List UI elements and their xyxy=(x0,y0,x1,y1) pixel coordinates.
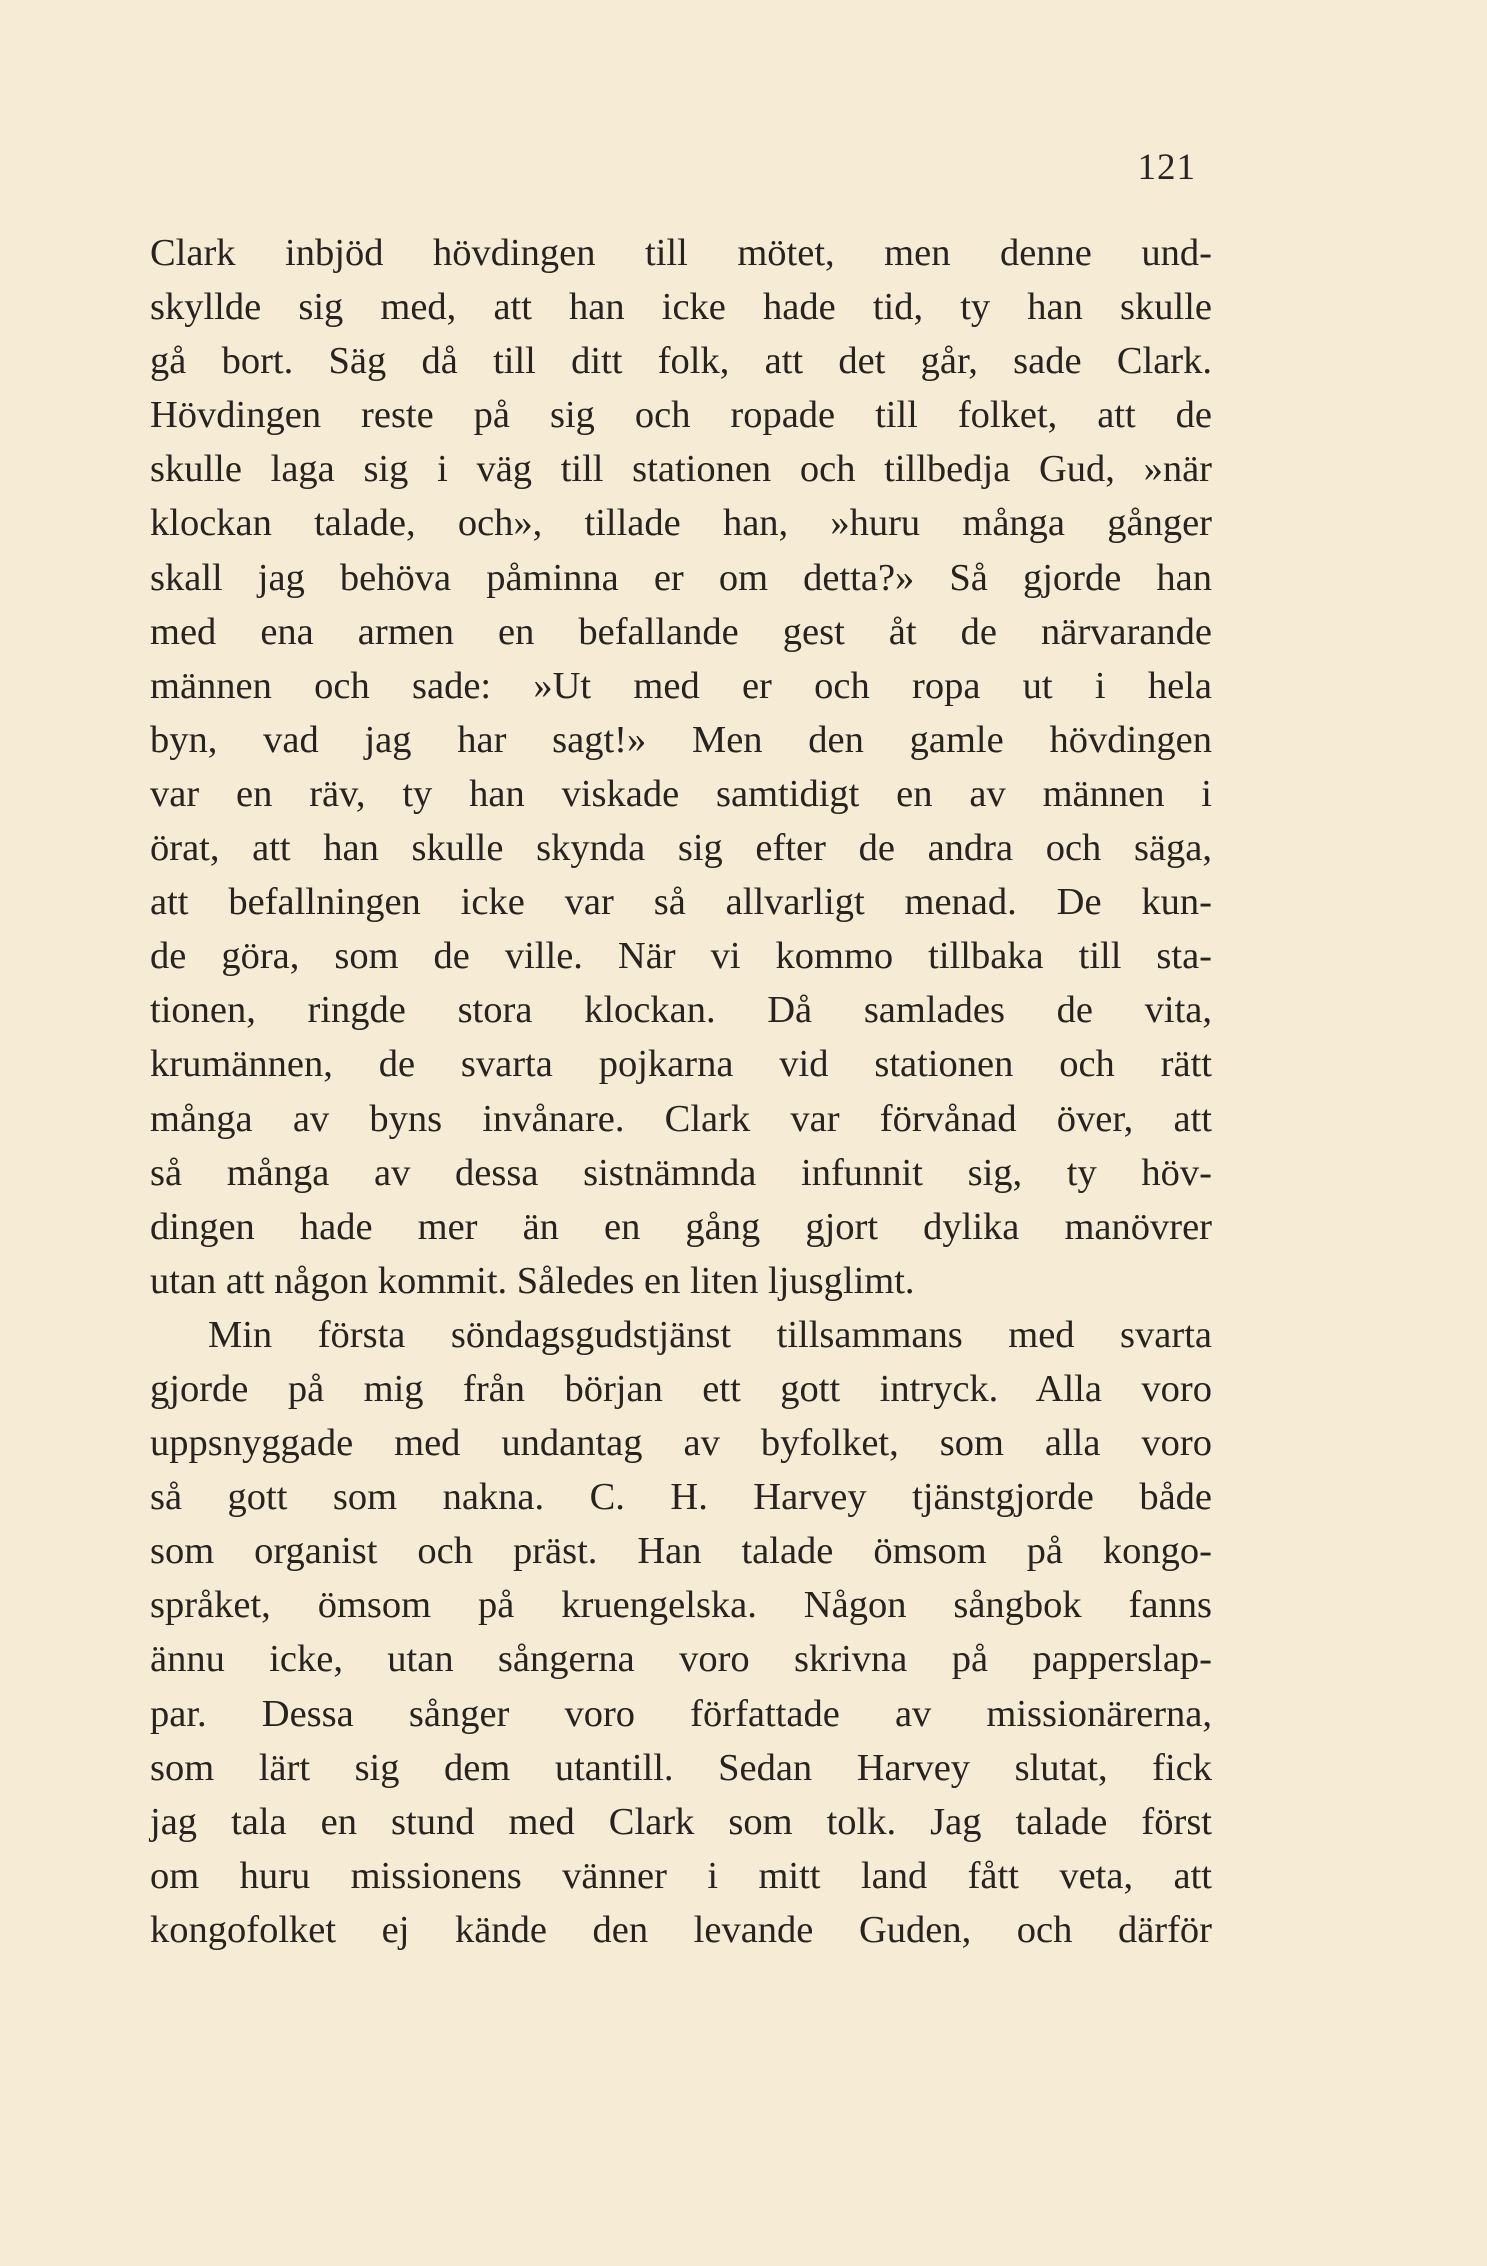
text-line: par. Dessa sånger voro författade av missionärerna, xyxy=(150,1692,1212,1735)
text-line: att befallningen icke var så allvarligt menad. De kun- xyxy=(150,881,1212,924)
text-line: uppsnyggade med undantag av byfolket, som alla voro xyxy=(150,1422,1212,1465)
text-line: skyllde sig med, att han icke hade tid, ty han skulle xyxy=(150,286,1212,329)
text-line: så gott som nakna. C. H. Harvey tjänstgjorde både xyxy=(150,1476,1212,1519)
text-line: som lärt sig dem utantill. Sedan Harvey slutat, fick xyxy=(150,1746,1212,1789)
text-line: tionen, ringde stora klockan. Då samlades de vita, xyxy=(150,989,1212,1032)
text-line: språket, ömsom på kruengelska. Någon sångbok fanns xyxy=(150,1584,1212,1627)
text-line: krumännen, de svarta pojkarna vid stationen och rätt xyxy=(150,1043,1212,1086)
text-line: som organist och präst. Han talade ömsom på kongo- xyxy=(150,1530,1212,1573)
text-line: gå bort. Säg då till ditt folk, att det går, sade Clark. xyxy=(150,340,1212,383)
text-line: de göra, som de ville. När vi kommo tillbaka till sta- xyxy=(150,935,1212,978)
text-line: så många av dessa sistnämnda infunnit sig, ty höv- xyxy=(150,1151,1212,1194)
text-line: Min första söndagsgudstjänst tillsammans med svarta xyxy=(208,1313,1212,1356)
text-line: kongofolket ej kände den levande Guden, och därför xyxy=(150,1908,1212,1951)
text-line: utan att någon kommit. Således en liten ljusglimt. xyxy=(150,1259,915,1302)
text-line: var en räv, ty han viskade samtidigt en av männen i xyxy=(150,772,1212,815)
text-line: Hövdingen reste på sig och ropade till folket, att de xyxy=(150,394,1212,437)
page-number: 121 xyxy=(1137,147,1196,188)
text-line: skulle laga sig i väg till stationen och tillbedja Gud, »när xyxy=(150,448,1212,491)
text-line: Clark inbjöd hövdingen till mötet, men denne und- xyxy=(150,232,1212,274)
text-line: örat, att han skulle skynda sig efter de andra och säga, xyxy=(150,827,1212,870)
text-line: klockan talade, och», tillade han, »huru många gånger xyxy=(150,502,1212,545)
text-line: ännu icke, utan sångerna voro skrivna på papperslap- xyxy=(150,1638,1212,1681)
text-line: om huru missionens vänner i mitt land fått veta, att xyxy=(150,1854,1212,1897)
text-line: många av byns invånare. Clark var förvånad över, att xyxy=(150,1097,1212,1140)
text-line: jag tala en stund med Clark som tolk. Jag talade först xyxy=(150,1800,1212,1843)
text-line: skall jag behöva påminna er om detta?» Så gjorde han xyxy=(150,556,1212,599)
page-text xyxy=(150,226,1212,1957)
text-line: dingen hade mer än en gång gjort dylika manövrer xyxy=(150,1205,1212,1248)
text-line: med ena armen en befallande gest åt de närvarande xyxy=(150,610,1212,653)
text-line: byn, vad jag har sagt!» Men den gamle hövdingen xyxy=(150,718,1212,761)
text-line: männen och sade: »Ut med er och ropa ut i hela xyxy=(150,664,1212,707)
text-line: gjorde på mig från början ett gott intryck. Alla voro xyxy=(150,1367,1212,1410)
